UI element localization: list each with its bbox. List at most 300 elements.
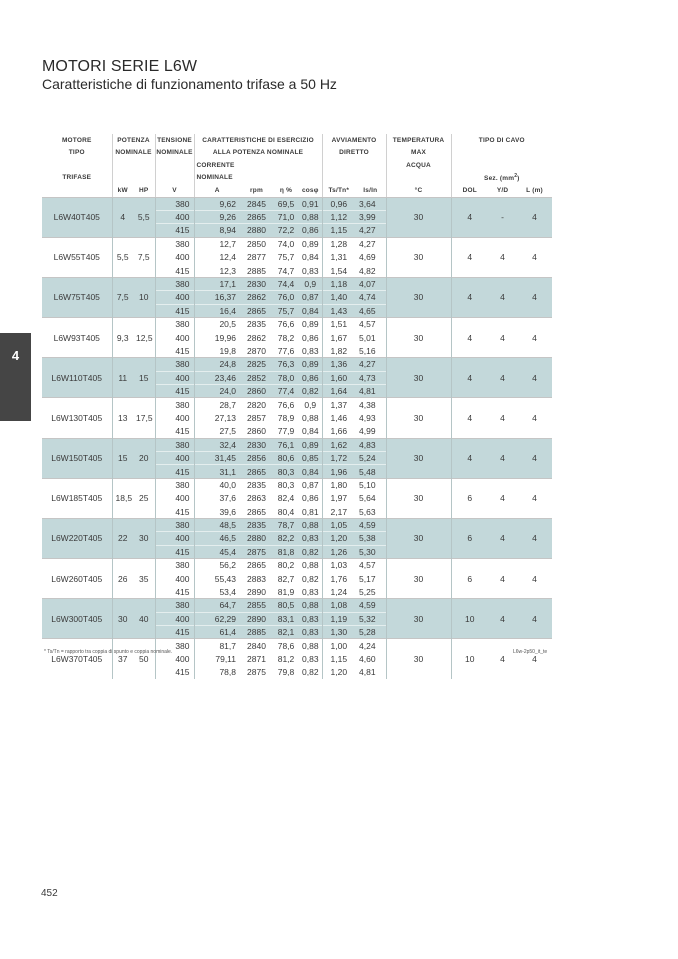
cos-phi: 0,84 [299, 425, 322, 438]
cos-phi: 0,82 [299, 666, 322, 679]
power-kw: 15 [112, 438, 133, 478]
hdr-trifase: TRIFASE [62, 174, 92, 182]
cable-yd: 4 [488, 358, 517, 398]
current: 19,8 [194, 344, 240, 357]
hdr-acqua: ACQUA [386, 159, 451, 172]
cable-yd: 4 [488, 599, 517, 639]
efficiency: 81,2 [273, 652, 299, 665]
ts-tn: 1,36 [322, 358, 355, 371]
unit-yd: Y/D [488, 184, 517, 197]
voltage: 380 [155, 438, 194, 451]
ts-tn: 1,76 [322, 572, 355, 585]
efficiency: 78,7 [273, 518, 299, 531]
unit-celsius: °C [386, 184, 451, 197]
cos-phi: 0,86 [299, 371, 322, 384]
rpm: 2830 [240, 277, 273, 290]
efficiency: 77,6 [273, 344, 299, 357]
water-temp: 30 [386, 237, 451, 277]
is-in: 5,16 [355, 344, 386, 357]
is-in: 5,63 [355, 505, 386, 518]
voltage: 415 [155, 264, 194, 277]
current: 12,7 [194, 237, 240, 250]
voltage: 380 [155, 478, 194, 491]
voltage: 400 [155, 291, 194, 304]
voltage: 415 [155, 384, 194, 397]
ts-tn: 1,40 [322, 291, 355, 304]
efficiency: 74,0 [273, 237, 299, 250]
is-in: 4,81 [355, 666, 386, 679]
power-hp: 30 [133, 518, 155, 558]
voltage: 415 [155, 304, 194, 317]
rpm: 2890 [240, 585, 273, 598]
cable-yd: 4 [488, 559, 517, 599]
is-in: 5,30 [355, 545, 386, 558]
current: 9,26 [194, 210, 240, 223]
table-body [42, 197, 552, 679]
hdr-corrente: CORRENTE [194, 159, 322, 172]
cos-phi: 0,88 [299, 599, 322, 612]
is-in: 5,32 [355, 612, 386, 625]
ts-tn: 1,82 [322, 344, 355, 357]
ts-tn: 1,72 [322, 451, 355, 464]
voltage: 400 [155, 451, 194, 464]
cos-phi: 0,9 [299, 277, 322, 290]
cable-dol: 6 [451, 559, 488, 599]
unit-rpm: rpm [240, 184, 273, 197]
current: 32,4 [194, 438, 240, 451]
cable-dol: 4 [451, 318, 488, 358]
current: 48,5 [194, 518, 240, 531]
is-in: 4,24 [355, 639, 386, 652]
is-in: 4,93 [355, 411, 386, 424]
table-row [42, 559, 552, 572]
cos-phi: 0,83 [299, 585, 322, 598]
efficiency: 80,4 [273, 505, 299, 518]
efficiency: 82,1 [273, 626, 299, 639]
voltage: 400 [155, 210, 194, 223]
ts-tn: 1,15 [322, 652, 355, 665]
efficiency: 76,1 [273, 438, 299, 451]
cos-phi: 0,83 [299, 344, 322, 357]
hdr-potenza: POTENZA [112, 134, 155, 147]
current: 23,46 [194, 371, 240, 384]
efficiency: 81,9 [273, 585, 299, 598]
power-kw: 13 [112, 398, 133, 438]
efficiency: 80,3 [273, 465, 299, 478]
cos-phi: 0,86 [299, 331, 322, 344]
motor-type: L6W110T405 [42, 358, 112, 398]
cable-length: 4 [517, 639, 552, 679]
cable-length: 4 [517, 237, 552, 277]
cos-phi: 0,81 [299, 505, 322, 518]
voltage: 380 [155, 518, 194, 531]
efficiency: 82,7 [273, 572, 299, 585]
table-row [42, 197, 552, 210]
cos-phi: 0,84 [299, 465, 322, 478]
is-in: 4,60 [355, 652, 386, 665]
rpm: 2877 [240, 251, 273, 264]
voltage: 380 [155, 639, 194, 652]
efficiency: 83,1 [273, 612, 299, 625]
ts-tn: 1,60 [322, 371, 355, 384]
voltage: 415 [155, 585, 194, 598]
rpm: 2870 [240, 344, 273, 357]
efficiency: 76,6 [273, 318, 299, 331]
voltage: 400 [155, 331, 194, 344]
power-kw: 5,5 [112, 237, 133, 277]
unit-length: L (m) [517, 184, 552, 197]
cable-dol: 6 [451, 478, 488, 518]
is-in: 4,73 [355, 371, 386, 384]
is-in: 4,65 [355, 304, 386, 317]
voltage: 400 [155, 652, 194, 665]
cos-phi: 0,83 [299, 652, 322, 665]
cos-phi: 0,88 [299, 210, 322, 223]
ts-tn: 1,00 [322, 639, 355, 652]
voltage: 415 [155, 465, 194, 478]
is-in: 5,48 [355, 465, 386, 478]
efficiency: 80,3 [273, 478, 299, 491]
power-hp: 5,5 [133, 197, 155, 237]
ts-tn: 1,30 [322, 626, 355, 639]
rpm: 2875 [240, 666, 273, 679]
current: 45,4 [194, 545, 240, 558]
cable-length: 4 [517, 478, 552, 518]
unit-a: A [194, 184, 240, 197]
rpm: 2865 [240, 210, 273, 223]
cable-length: 4 [517, 318, 552, 358]
cable-yd: 4 [488, 237, 517, 277]
ts-tn: 1,43 [322, 304, 355, 317]
ts-tn: 1,18 [322, 277, 355, 290]
rpm: 2862 [240, 291, 273, 304]
unit-v: V [155, 184, 194, 197]
cable-yd: 4 [488, 478, 517, 518]
hdr-potenza-nominale: NOMINALE [112, 147, 155, 160]
cable-dol: 4 [451, 398, 488, 438]
power-kw: 9,3 [112, 318, 133, 358]
motor-type: L6W130T405 [42, 398, 112, 438]
is-in: 5,38 [355, 532, 386, 545]
rpm: 2871 [240, 652, 273, 665]
cable-dol: 10 [451, 599, 488, 639]
voltage: 400 [155, 612, 194, 625]
table-header [42, 134, 552, 197]
current: 37,6 [194, 492, 240, 505]
water-temp: 30 [386, 197, 451, 237]
efficiency: 77,9 [273, 425, 299, 438]
cable-yd: 4 [488, 438, 517, 478]
voltage: 415 [155, 666, 194, 679]
cos-phi: 0,85 [299, 451, 322, 464]
cable-yd: 4 [488, 518, 517, 558]
efficiency: 74,7 [273, 264, 299, 277]
table-row [42, 478, 552, 491]
cable-dol: 4 [451, 358, 488, 398]
cos-phi: 0,82 [299, 572, 322, 585]
ts-tn: 1,05 [322, 518, 355, 531]
voltage: 380 [155, 398, 194, 411]
unit-kw: kW [112, 184, 133, 197]
power-kw: 7,5 [112, 277, 133, 317]
efficiency: 75,7 [273, 251, 299, 264]
efficiency: 76,3 [273, 358, 299, 371]
cos-phi: 0,88 [299, 411, 322, 424]
unit-hp: HP [133, 184, 155, 197]
ts-tn: 1,19 [322, 612, 355, 625]
ts-tn: 1,12 [322, 210, 355, 223]
hdr-tipo-cavo: TIPO DI CAVO [451, 134, 552, 147]
power-kw: 22 [112, 518, 133, 558]
power-hp: 40 [133, 599, 155, 639]
ts-tn: 1,31 [322, 251, 355, 264]
current: 81,7 [194, 639, 240, 652]
voltage: 400 [155, 572, 194, 585]
is-in: 4,38 [355, 398, 386, 411]
is-in: 5,28 [355, 626, 386, 639]
voltage: 400 [155, 251, 194, 264]
cos-phi: 0,88 [299, 559, 322, 572]
current: 31,1 [194, 465, 240, 478]
is-in: 4,69 [355, 251, 386, 264]
table-row [42, 237, 552, 250]
table-row [42, 277, 552, 290]
cable-dol: 4 [451, 237, 488, 277]
ts-tn: 1,20 [322, 666, 355, 679]
rpm: 2890 [240, 612, 273, 625]
current: 19,96 [194, 331, 240, 344]
rpm: 2860 [240, 384, 273, 397]
unit-is-in: Is/In [355, 184, 386, 197]
current: 20,5 [194, 318, 240, 331]
power-hp: 10 [133, 277, 155, 317]
rpm: 2885 [240, 264, 273, 277]
rpm: 2857 [240, 411, 273, 424]
hdr-sezione-label: Sez. (mm [484, 175, 515, 183]
current: 24,0 [194, 384, 240, 397]
rpm: 2880 [240, 224, 273, 237]
power-hp: 17,5 [133, 398, 155, 438]
current: 61,4 [194, 626, 240, 639]
efficiency: 78,9 [273, 411, 299, 424]
rpm: 2863 [240, 492, 273, 505]
cable-yd: 4 [488, 639, 517, 679]
water-temp: 30 [386, 398, 451, 438]
ts-tn: 0,96 [322, 197, 355, 210]
cable-dol: 4 [451, 277, 488, 317]
hdr-avviamento: AVVIAMENTO [322, 134, 386, 147]
voltage: 415 [155, 344, 194, 357]
current: 24,8 [194, 358, 240, 371]
cos-phi: 0,87 [299, 478, 322, 491]
page-number: 452 [41, 888, 58, 899]
water-temp: 30 [386, 639, 451, 679]
is-in: 4,83 [355, 438, 386, 451]
efficiency: 82,2 [273, 532, 299, 545]
voltage: 415 [155, 425, 194, 438]
cable-length: 4 [517, 358, 552, 398]
cos-phi: 0,91 [299, 197, 322, 210]
motor-type: L6W220T405 [42, 518, 112, 558]
rpm: 2850 [240, 237, 273, 250]
efficiency: 78,0 [273, 371, 299, 384]
voltage: 415 [155, 224, 194, 237]
current: 31,45 [194, 451, 240, 464]
page-subtitle: Caratteristiche di funzionamento trifase a 50 Hz [42, 76, 337, 92]
rpm: 2856 [240, 451, 273, 464]
hdr-tipo: TIPO [68, 149, 85, 157]
cos-phi: 0,89 [299, 358, 322, 371]
efficiency: 79,8 [273, 666, 299, 679]
is-in: 4,81 [355, 384, 386, 397]
efficiency: 69,5 [273, 197, 299, 210]
rpm: 2885 [240, 626, 273, 639]
is-in: 5,17 [355, 572, 386, 585]
motor-type: L6W260T405 [42, 559, 112, 599]
motor-type: L6W150T405 [42, 438, 112, 478]
motor-type: L6W300T405 [42, 599, 112, 639]
motor-specs-table [42, 134, 552, 679]
ts-tn: 1,26 [322, 545, 355, 558]
voltage: 400 [155, 371, 194, 384]
is-in: 5,01 [355, 331, 386, 344]
hdr-alla-potenza: ALLA POTENZA NOMINALE [194, 147, 322, 160]
is-in: 4,57 [355, 318, 386, 331]
rpm: 2845 [240, 197, 273, 210]
water-temp: 30 [386, 599, 451, 639]
cable-dol: 10 [451, 639, 488, 679]
chapter-number: 4 [11, 348, 20, 363]
cable-dol: 4 [451, 197, 488, 237]
power-kw: 30 [112, 599, 133, 639]
current: 46,5 [194, 532, 240, 545]
efficiency: 74,4 [273, 277, 299, 290]
table-row [42, 358, 552, 371]
power-kw: 26 [112, 559, 133, 599]
ts-tn: 1,62 [322, 438, 355, 451]
hdr-caratteristiche: CARATTERISTICHE DI ESERCIZIO [194, 134, 322, 147]
cable-length: 4 [517, 277, 552, 317]
rpm: 2835 [240, 518, 273, 531]
efficiency: 78,6 [273, 639, 299, 652]
hdr-tensione-nominale: NOMINALE [155, 147, 194, 160]
unit-ts-tn: Ts/Tn* [322, 184, 355, 197]
voltage: 415 [155, 505, 194, 518]
rpm: 2875 [240, 545, 273, 558]
power-hp: 35 [133, 559, 155, 599]
ts-tn: 1,97 [322, 492, 355, 505]
efficiency: 71,0 [273, 210, 299, 223]
rpm: 2880 [240, 532, 273, 545]
power-hp: 20 [133, 438, 155, 478]
is-in: 4,74 [355, 291, 386, 304]
cos-phi: 0,86 [299, 224, 322, 237]
cos-phi: 0,84 [299, 304, 322, 317]
power-kw: 4 [112, 197, 133, 237]
motor-type: L6W93T405 [42, 318, 112, 358]
is-in: 5,25 [355, 585, 386, 598]
current: 55,43 [194, 572, 240, 585]
cos-phi: 0,9 [299, 398, 322, 411]
ts-tn: 1,03 [322, 559, 355, 572]
water-temp: 30 [386, 518, 451, 558]
voltage: 380 [155, 318, 194, 331]
voltage: 415 [155, 545, 194, 558]
voltage: 380 [155, 599, 194, 612]
power-kw: 11 [112, 358, 133, 398]
cos-phi: 0,83 [299, 612, 322, 625]
power-kw: 37 [112, 639, 133, 679]
current: 27,5 [194, 425, 240, 438]
cos-phi: 0,88 [299, 518, 322, 531]
is-in: 4,59 [355, 518, 386, 531]
voltage: 415 [155, 626, 194, 639]
power-kw: 18,5 [112, 478, 133, 518]
cable-yd: 4 [488, 398, 517, 438]
current: 40,0 [194, 478, 240, 491]
is-in: 4,59 [355, 599, 386, 612]
power-hp: 50 [133, 639, 155, 679]
is-in: 4,99 [355, 425, 386, 438]
efficiency: 78,2 [273, 331, 299, 344]
hdr-corrente-nominale: NOMINALE [194, 172, 322, 185]
current: 64,7 [194, 599, 240, 612]
cos-phi: 0,89 [299, 318, 322, 331]
water-temp: 30 [386, 559, 451, 599]
cos-phi: 0,87 [299, 291, 322, 304]
page-title: MOTORI SERIE L6W [42, 58, 198, 75]
ts-tn: 1,51 [322, 318, 355, 331]
is-in: 4,57 [355, 559, 386, 572]
efficiency: 82,4 [273, 492, 299, 505]
rpm: 2820 [240, 398, 273, 411]
water-temp: 30 [386, 478, 451, 518]
voltage: 400 [155, 532, 194, 545]
efficiency: 81,8 [273, 545, 299, 558]
current: 53,4 [194, 585, 240, 598]
file-reference: L6w-2p50_it_te [513, 649, 548, 655]
rpm: 2865 [240, 465, 273, 478]
motor-type: L6W55T405 [42, 237, 112, 277]
power-hp: 7,5 [133, 237, 155, 277]
cable-dol: 4 [451, 438, 488, 478]
current: 9,62 [194, 197, 240, 210]
cable-yd: 4 [488, 277, 517, 317]
cos-phi: 0,89 [299, 438, 322, 451]
efficiency: 80,2 [273, 559, 299, 572]
is-in: 3,99 [355, 210, 386, 223]
current: 28,7 [194, 398, 240, 411]
current: 12,3 [194, 264, 240, 277]
rpm: 2830 [240, 438, 273, 451]
ts-tn: 1,20 [322, 532, 355, 545]
cable-yd: 4 [488, 318, 517, 358]
ts-tn: 1,67 [322, 331, 355, 344]
current: 8,94 [194, 224, 240, 237]
efficiency: 75,7 [273, 304, 299, 317]
cos-phi: 0,83 [299, 626, 322, 639]
current: 56,2 [194, 559, 240, 572]
table-row [42, 398, 552, 411]
motor-type: L6W75T405 [42, 277, 112, 317]
hdr-motore: MOTORE [61, 136, 92, 144]
is-in: 3,64 [355, 197, 386, 210]
motor-type: L6W370T405 [42, 639, 112, 679]
ts-tn: 1,64 [322, 384, 355, 397]
motor-type: L6W40T405 [42, 197, 112, 237]
ts-tn: 2,17 [322, 505, 355, 518]
voltage: 400 [155, 492, 194, 505]
